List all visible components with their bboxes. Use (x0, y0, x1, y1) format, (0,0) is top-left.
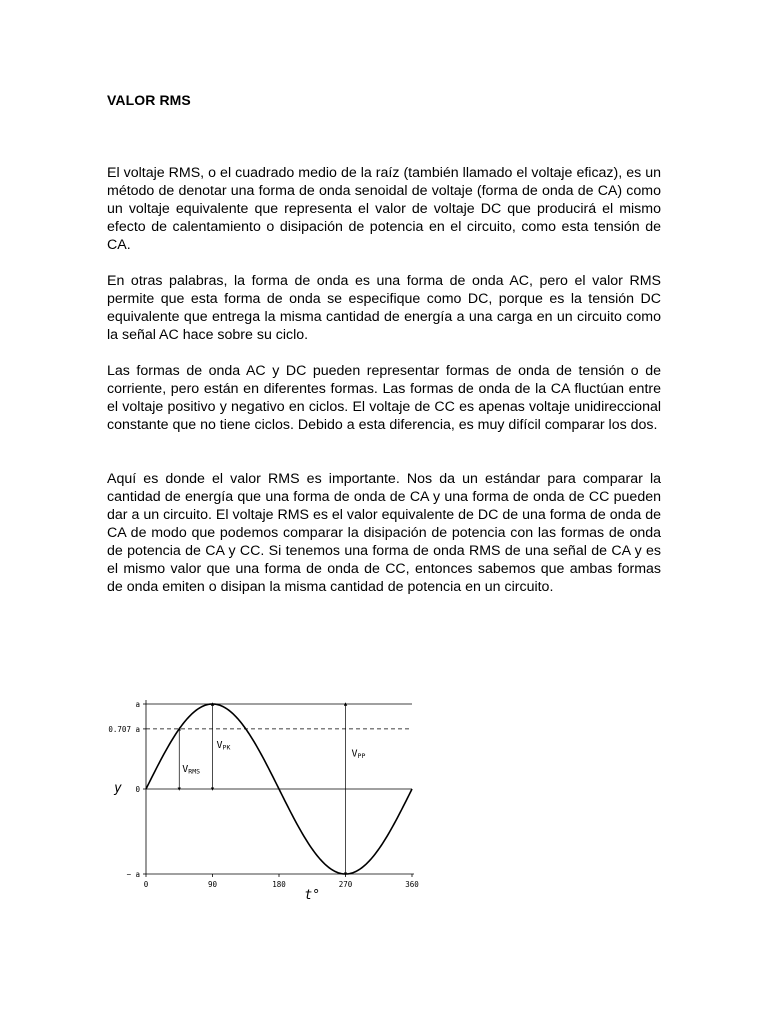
x-tick-label: 180 (272, 880, 286, 889)
paragraph-4: Aquí es donde el valor RMS es importante. Nos da un estándar para comparar la cantidad de energía que una forma de onda de CA y una forma de onda de CC pueden dar a un circuito. El voltaje RMS es el valor equivalente de DC de una forma de onda de CA de modo que podemos comparar la disipación de potencia con las formas de onda de potencia de CA y CC. Si tenemos una forma de onda RMS de una señal de CA y es el mismo valor que una forma de onda de CC, entonces sabemos que ambas formas de onda emiten o disipan la misma cantidad de potencia en un circuito. (107, 471, 661, 595)
annotation-label-pk (217, 740, 231, 752)
annotation-subscript: RMS (188, 767, 201, 776)
rms-sine-wave-chart (100, 690, 430, 905)
y-tick-label: − a (126, 870, 140, 879)
document-title: VALOR RMS (107, 92, 191, 108)
annotation-main-letter: V (216, 740, 223, 752)
annotation-subscript: PP (357, 752, 366, 761)
x-tick-label: 0 (143, 880, 149, 889)
x-tick-label: 360 (405, 880, 419, 889)
y-axis-label: y (114, 781, 122, 796)
annotation-main-letter: V (351, 748, 358, 760)
paragraph-3: Las formas de onda AC y DC pueden representar formas de onda de tensión o de corriente, pero están en diferentes formas. Las formas de onda de la CA fluctúan entre el voltaje positivo y negativo en ciclos. El voltaje de CC es apenas voltaje unidireccional constante que no tiene ciclos. Debido a esta diferencia, es muy difícil comparar los dos. (107, 363, 661, 433)
x-axis-label: t° (304, 888, 321, 903)
y-tick-label: a (135, 700, 140, 709)
paragraph-2: En otras palabras, la forma de onda es una forma de onda AC, pero el valor RMS permite que esta forma de onda se especifique como DC, porque es la tensión DC equivalente que entrega la misma cantidad de energía a una carga en un circuito como la señal AC hace sobre su ciclo. (107, 273, 661, 343)
x-tick-label: 90 (207, 880, 218, 889)
y-tick-label: 0.707 a (108, 724, 140, 734)
annotation-label-pp (352, 749, 366, 761)
annotation-subscript: PK (222, 743, 231, 752)
paragraph-1: El voltaje RMS, o el cuadrado medio de la raíz (también llamado el voltaje eficaz), es un método de denotar una forma de onda senoidal de voltaje (forma de onda de CA) como un voltaje equivalente que representa el valor de voltaje DC que producirá el mismo efecto de calentamiento o disipación de potencia en el circuito, como esta tensión de CA. (107, 165, 661, 253)
x-tick-label: 270 (338, 880, 353, 889)
annotation-main-letter: V (182, 764, 189, 775)
annotation-label-rms (182, 764, 200, 776)
y-tick-label: 0 (135, 785, 140, 794)
